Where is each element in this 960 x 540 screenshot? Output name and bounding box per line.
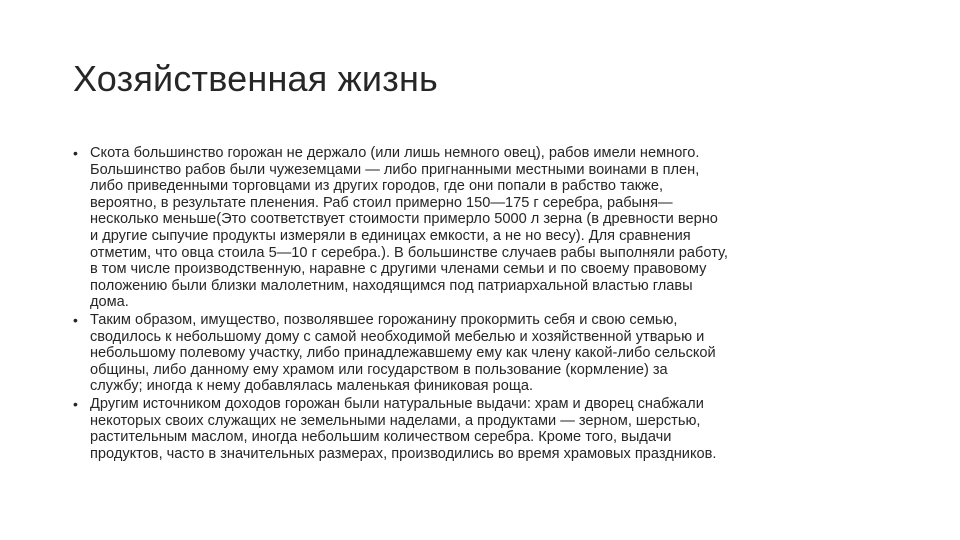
bullet-dot-icon: • xyxy=(73,395,78,412)
bullet-dot-icon: • xyxy=(73,145,78,161)
bullet-item xyxy=(73,396,893,462)
bullet-item xyxy=(73,312,893,395)
bullet-text: Таким образом, имущество, позволявшее горожанину прокормить себя и свою семью, сводилось к небольшому дому с самой необходимой мебелью и хозяйственной утварью и небольшому полевому участку, либо принадлежавшему ему как члену какой-либо сельской общины, либо данному ему храмом или государством в пользование (кормление) за службу; иногда к нему добавлялась маленькая финиковая роща. xyxy=(90,311,716,395)
bullet-dot-icon: • xyxy=(73,311,78,328)
bullet-item xyxy=(73,145,893,311)
bullet-text: Скота большинство горожан не держало (или лишь немного овец), рабов имели немного. Большинство рабов были чужеземцами — либо пригнанными местными воинами в плен, либо приведенными торговцами из других городов, где они попали в рабство также, вероятно, в результате пленения. Раб стоил примерно 150—175 г серебра, рабыня— несколько меньше(Это соответствует стоимости примерло 5000 л зерна (в древности верно и другие сыпучие продукты измеряли в единицах емкости, а не но весу). Для сравнения отметим, что овца стоила 5—10 г серебра.). В большинстве случаев рабы выполняли работу, в том числе производственную, наравне с другими членами семьи и по своему правовому положению были близки малолетним, находящимся под патриархальной властью главы дома. xyxy=(90,145,728,311)
bullet-list xyxy=(73,145,893,463)
bullet-text: Другим источником доходов горожан были натуральные выдачи: храм и дворец снабжали некоторых своих служащих не земельными наделами, а продуктами — зерном, шерстью, растительным маслом, иногда небольшим количеством серебра. Кроме того, выдачи продуктов, часто в значительных размерах, производились во время храмовых праздников. xyxy=(90,395,717,462)
slide-title: Хозяйственная жизнь xyxy=(73,58,438,99)
